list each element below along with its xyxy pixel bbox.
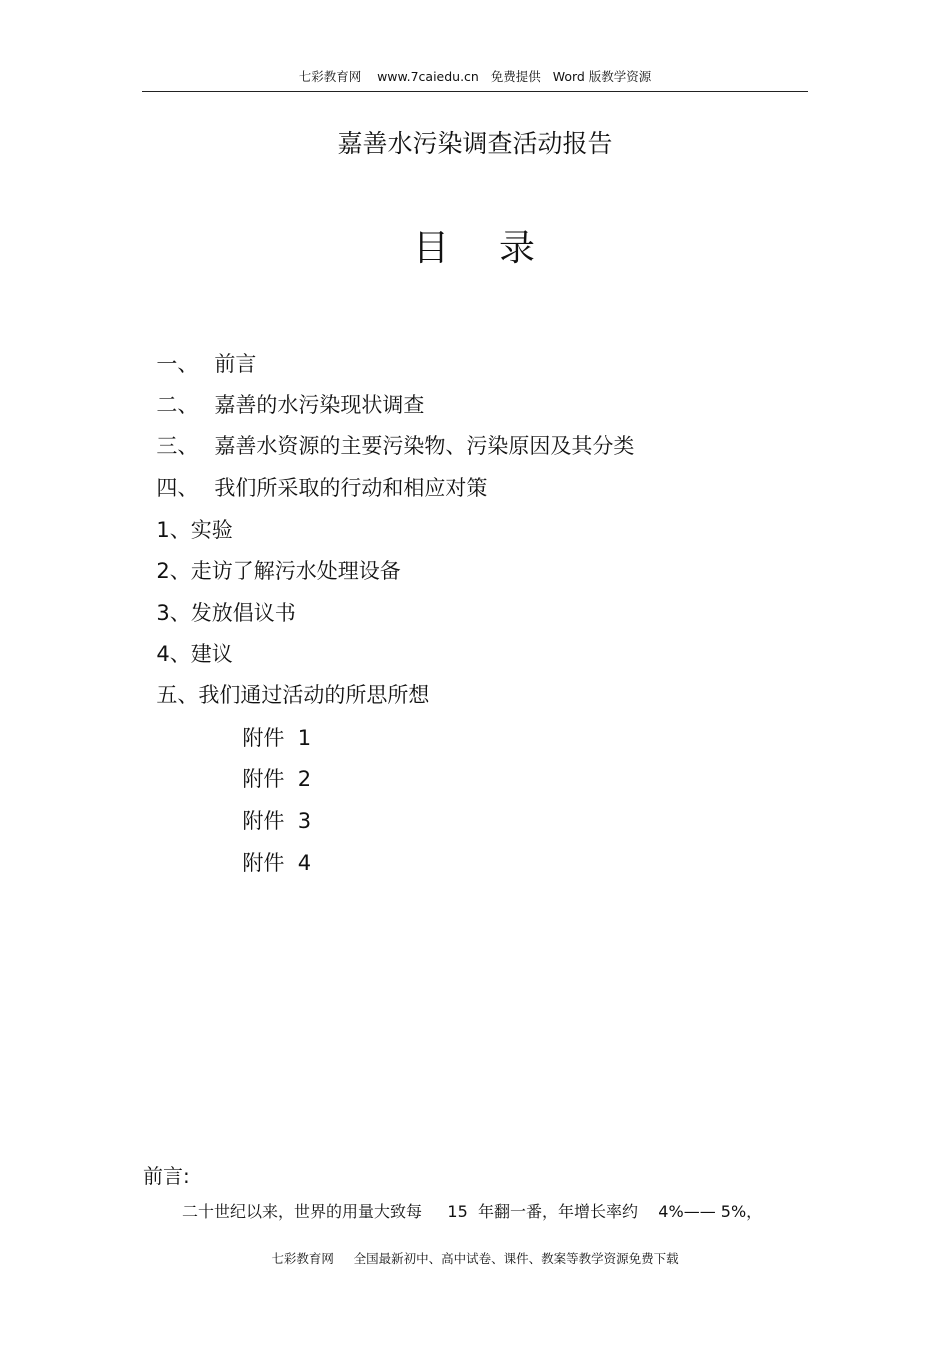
toc-item-number: 一、 — [156, 352, 199, 376]
toc-heading-char-1: 目 — [412, 228, 451, 269]
toc-item-label: 建议 — [190, 642, 233, 666]
toc-item-label: 发放倡议书 — [190, 601, 296, 625]
toc-item-label: 实验 — [190, 518, 233, 542]
document-title: 嘉善水污染调查活动报告 — [337, 129, 613, 158]
toc-item-label: 我们所采取的行动和相应对策 — [214, 476, 488, 500]
preface-paragraph: 二十世纪以来，世界的用量大致每 15 年翻一番，年增长率约 4%—— 5%， — [182, 1202, 763, 1221]
toc-item-label: 我们通过活动的所思所想 — [198, 683, 430, 707]
toc-item-label: 附件 4 — [242, 851, 312, 875]
page-header: 七彩教育网 www.7caiedu.cn 免费提供 Word 版教学资源 — [298, 69, 652, 84]
header-divider — [142, 91, 808, 92]
toc-heading — [0, 220, 950, 271]
toc-item-number: 五、 — [156, 683, 199, 707]
toc-item-number: 三、 — [156, 434, 199, 458]
toc-appendix-item — [229, 824, 311, 876]
toc-item-label: 前言 — [214, 352, 257, 376]
toc-item-number: 4、 — [156, 642, 191, 666]
toc-item-number: 3、 — [156, 601, 191, 625]
toc-item-label: 附件 2 — [242, 767, 312, 791]
preface-heading: 前言: — [143, 1164, 190, 1188]
toc-item-number: 四、 — [156, 476, 199, 500]
toc-heading-char-2: 录 — [499, 228, 538, 269]
page-footer: 七彩教育网 全国最新初中、高中试卷、课件、教案等教学资源免费下载 — [271, 1251, 679, 1266]
toc-item-number: 1、 — [156, 518, 191, 542]
toc-item-label: 嘉善水资源的主要污染物、污染原因及其分类 — [214, 434, 635, 458]
toc-item-label: 附件 3 — [242, 809, 312, 833]
toc-item-number: 二、 — [156, 393, 199, 417]
toc-item-label: 嘉善的水污染现状调查 — [214, 393, 425, 417]
toc-item-label: 走访了解污水处理设备 — [190, 559, 401, 583]
toc-item-label: 附件 1 — [242, 726, 312, 750]
toc-item-number: 2、 — [156, 559, 191, 583]
